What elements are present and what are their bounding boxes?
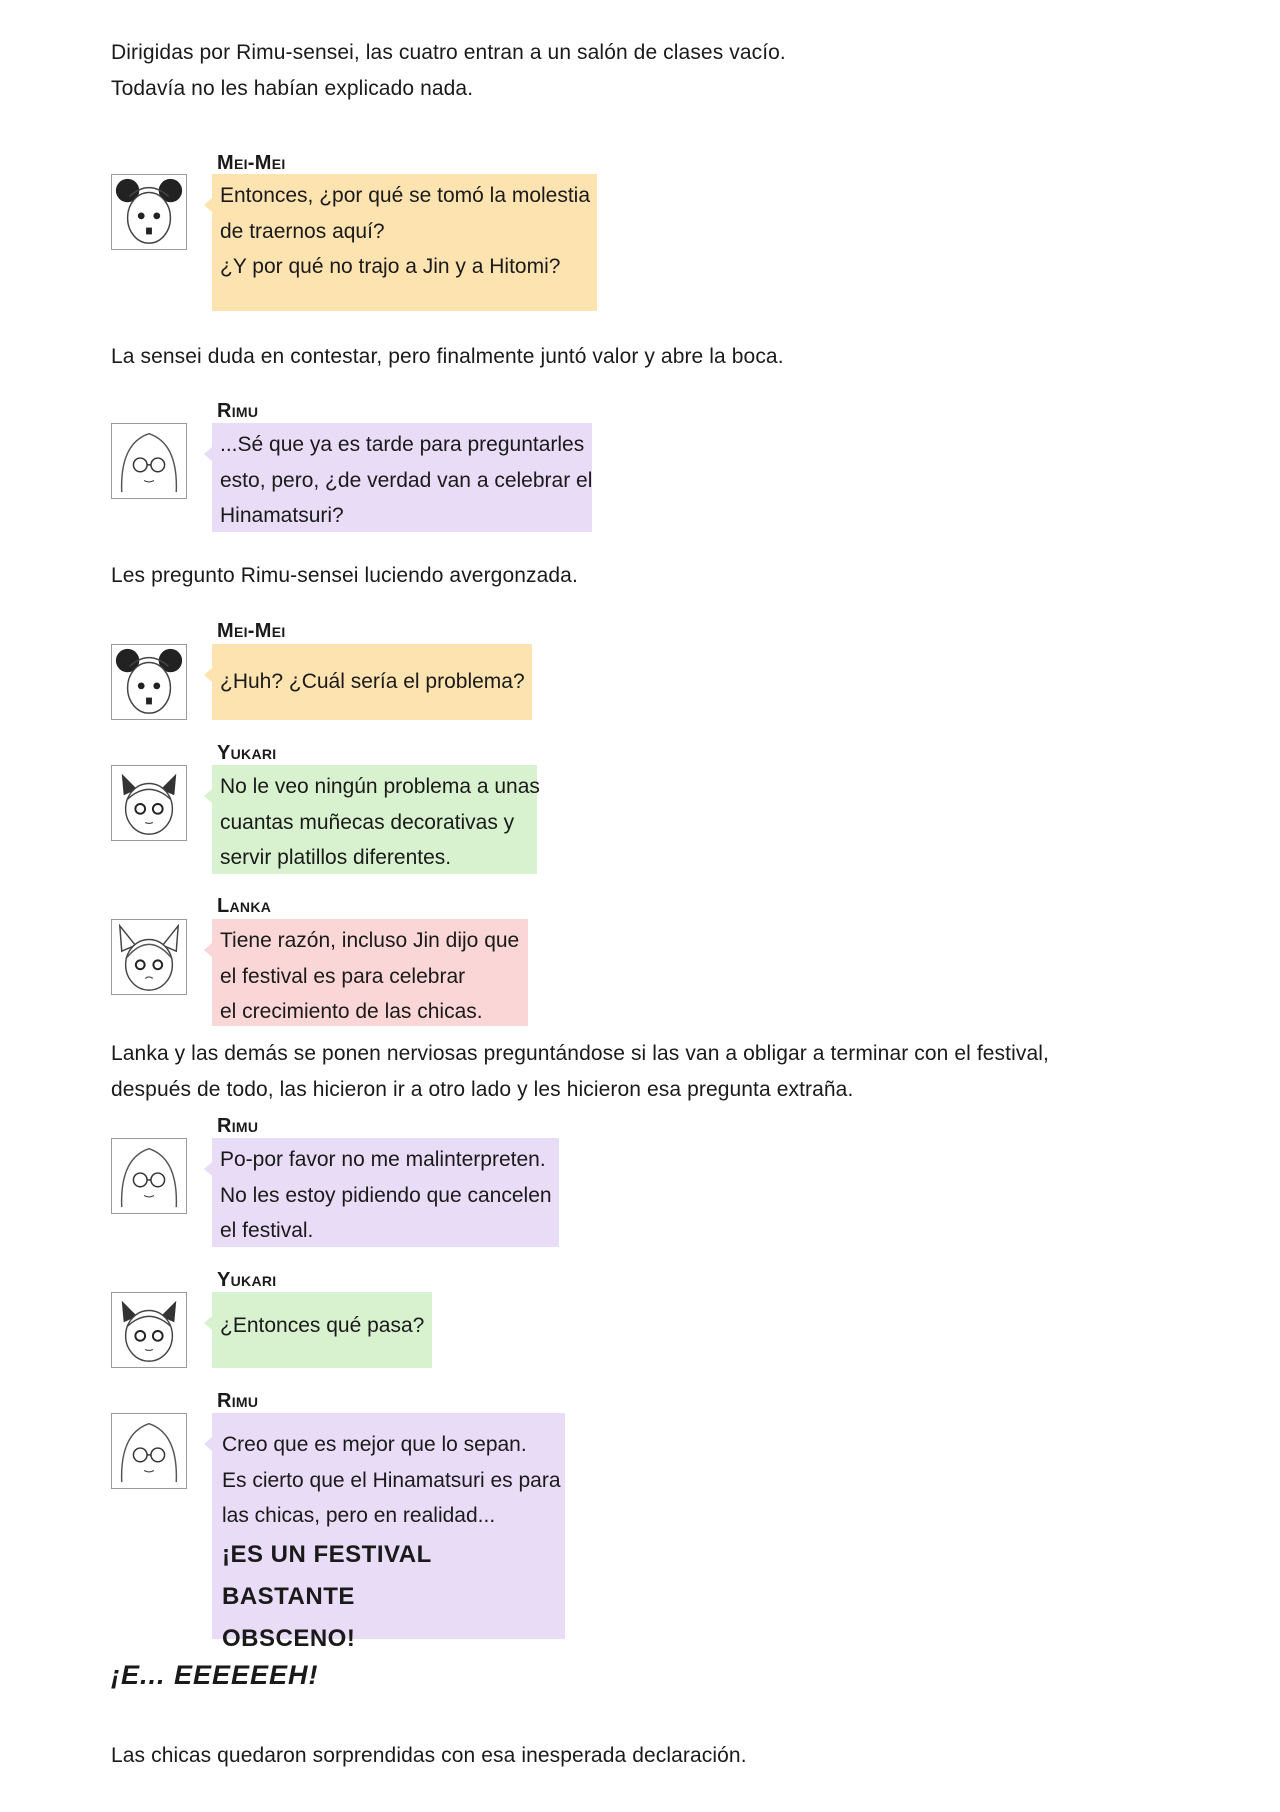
speech-bubble-rimu [212, 1413, 565, 1652]
narration-1 [111, 35, 786, 107]
bubble-line: de traernos aquí? [220, 219, 385, 243]
speaker-name: Rimu [217, 400, 259, 422]
bubble-line: Po-por favor no me malinterpreten. [220, 1148, 546, 1171]
bubble-line: No les estoy pidiendo que cancelen [220, 1183, 552, 1207]
cat-ear-girl-icon [111, 765, 187, 841]
narration-line: Dirigidas por Rimu-sensei, las cuatro entran a un salón de clases vacío. [111, 41, 786, 64]
glasses-girl-icon [111, 1413, 187, 1489]
bubble-line: ¿Entonces qué pasa? [220, 1314, 425, 1337]
bubble-line: No le veo ningún problema a unas [220, 775, 540, 798]
speech-bubble-lanka [212, 919, 528, 1026]
bubble-line: Creo que es mejor que lo sepan. [222, 1433, 527, 1456]
speech-bubble-mei-mei [212, 174, 597, 311]
narration-line: después de todo, las hicieron ir a otro lado y les hicieron esa pregunta extraña. [111, 1078, 854, 1101]
speaker-name: Yukari [217, 1269, 277, 1291]
speech-bubble-yukari [212, 1292, 432, 1368]
bubble-shout-line: OBSCENO! [222, 1624, 356, 1652]
bubble-line: servir platillos diferentes. [220, 846, 452, 869]
bubble-line: el festival. [220, 1219, 314, 1242]
speaker-name: Lanka [217, 895, 272, 917]
narration-2 [111, 339, 784, 375]
bubble-shout-line: ¡ES UN FESTIVAL BASTANTE [222, 1540, 432, 1610]
speech-bubble-rimu [212, 1138, 559, 1247]
bubble-line: Hinamatsuri? [220, 504, 344, 527]
speaker-name: Rimu [217, 1115, 259, 1137]
bubble-line: el festival es para celebrar [220, 964, 466, 988]
bubble-line: Es cierto que el Hinamatsuri es para [222, 1468, 561, 1492]
speaker-name: Mei-Mei [217, 620, 286, 642]
bubble-line: esto, pero, ¿de verdad van a celebrar el [220, 468, 593, 492]
bubble-line: ¿Huh? ¿Cuál sería el problema? [220, 670, 525, 693]
glasses-girl-icon [111, 1138, 187, 1214]
panda-girl-icon [111, 644, 187, 720]
speaker-name: Yukari [217, 742, 277, 764]
bubble-line: Tiene razón, incluso Jin dijo que [220, 929, 520, 952]
bubble-line: ...Sé que ya es tarde para preguntarles [220, 433, 585, 456]
narration-line: Les pregunto Rimu-sensei luciendo avergonzada. [111, 564, 578, 587]
narration-line: La sensei duda en contestar, pero finalmente juntó valor y abre la boca. [111, 345, 784, 368]
speech-bubble-yukari [212, 765, 540, 874]
cat-ear-girl-icon [111, 1292, 187, 1368]
bubble-line: Entonces, ¿por qué se tomó la molestia [220, 184, 591, 207]
narration-line: Las chicas quedaron sorprendidas con esa inesperada declaración. [111, 1744, 747, 1767]
bubble-line: ¿Y por qué no trajo a Jin y a Hitomi? [220, 255, 561, 278]
speech-bubble-rimu [212, 423, 592, 532]
exclamation: ¡E... EEEEEEH! [111, 1660, 319, 1690]
speaker-name: Mei-Mei [217, 152, 286, 174]
narration-line: Todavía no les habían explicado nada. [111, 77, 474, 100]
bubble-line: las chicas, pero en realidad... [222, 1504, 496, 1527]
panda-girl-icon [111, 174, 187, 250]
speech-bubble-mei-mei [212, 644, 532, 720]
narration-3 [111, 558, 578, 594]
speaker-name: Rimu [217, 1390, 259, 1412]
fox-ear-girl-icon [111, 919, 187, 995]
bubble-line: el crecimiento de las chicas. [220, 1000, 483, 1023]
narration-line: Lanka y las demás se ponen nerviosas preguntándose si las van a obligar a terminar con el festival, [111, 1042, 1049, 1065]
narration-4 [111, 1036, 1049, 1108]
bubble-line: cuantas muñecas decorativas y [220, 810, 515, 834]
glasses-girl-icon [111, 423, 187, 499]
narration-5 [111, 1738, 747, 1774]
